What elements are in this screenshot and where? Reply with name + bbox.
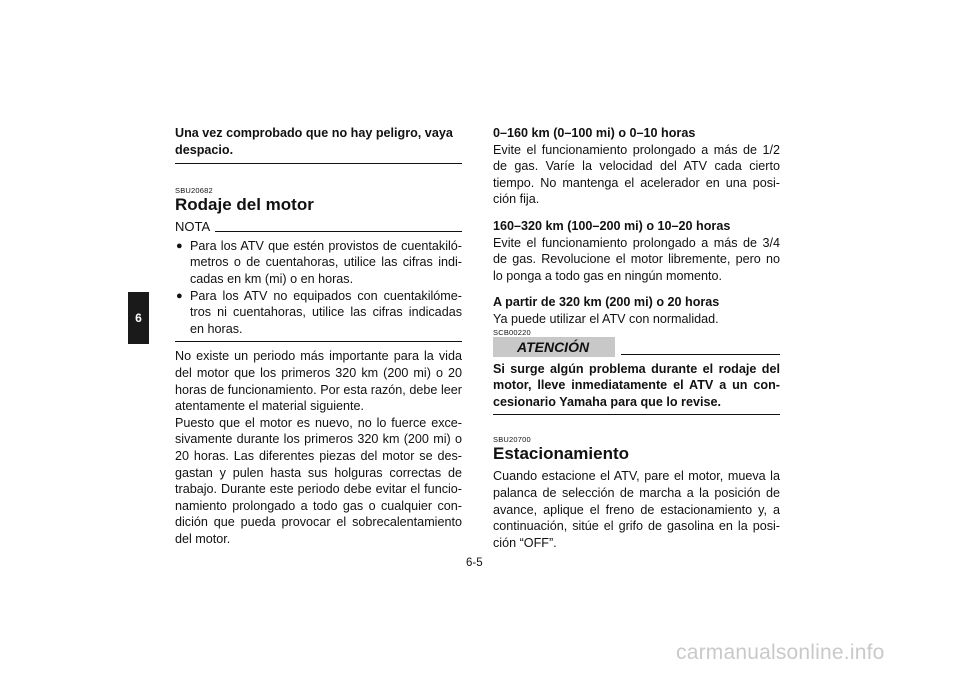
nota-list: [175, 238, 462, 338]
nota-header: [175, 219, 462, 236]
intro-warning: Una vez comprobado que no hay peligro, vaya despacio.: [175, 125, 462, 164]
list-item: [175, 288, 462, 338]
section-code: SBU20700: [493, 435, 531, 445]
watermark: carmanualsonline.info: [676, 641, 885, 664]
section-code: SBU20682: [175, 186, 213, 196]
nota-label: NOTA: [175, 219, 211, 235]
nota-item-text: Para los ATV que estén provistos de cuentakiló-metros o de cuentahoras, utilice las cifras indi-cadas en km (mi) o en horas.: [190, 238, 462, 286]
bullet-icon: ●: [176, 239, 183, 252]
stage-title: 160–320 km (100–200 mi) o 10–20 horas: [493, 218, 731, 233]
stage-title: 0–160 km (0–100 mi) o 0–10 horas: [493, 126, 696, 140]
stage-text: Evite el funcionamiento prolongado a más de 3/4 de gas. Revolucione el motor libremente, pero no lo ponga a todo gas en ningún momento.: [493, 235, 780, 283]
nota-item-text: Para los ATV no equipados con cuentakilóme-tros ni cuentahoras, utilice las cifras indicadas en horas.: [190, 288, 462, 336]
stage-text: Evite el funcionamiento prolongado a más de 1/2 de gas. Varíe la velocidad del ATV cada cierto tiempo. No mantenga el acelerador en una posi-ción fija.: [493, 142, 780, 207]
atencion-rule: [621, 354, 780, 355]
bullet-icon: ●: [176, 289, 183, 302]
chapter-tab: 6: [128, 292, 149, 344]
section-title: Rodaje del motor: [175, 195, 314, 215]
paragraph: Puesto que el motor es nuevo, no lo fuerce exce-sivamente durante los primeros 320 km (200 mi) o 20 horas. Las diferentes piezas del motor se des-gastan y pulen hasta sus holguras correctas de trabajo. Durante este periodo debe evitar el funcio-namiento prolongado a todo gas o cualquier con-dición que pueda provocar el sobrecalentamiento del motor.: [175, 415, 462, 546]
page-number: 6-5: [466, 557, 483, 569]
nota-rule: [215, 231, 462, 232]
list-item: [175, 238, 462, 288]
right-column: [493, 125, 780, 551]
atencion-header: [493, 337, 780, 357]
nota-end-rule: [175, 341, 462, 342]
stage-text: Ya puede utilizar el ATV con normalidad.: [493, 311, 719, 326]
left-column: [175, 125, 462, 547]
atencion-text: Si surge algún problema durante el rodaje del motor, lleve inmediatamente el ATV a un con-cesionario Yamaha para que lo revise.: [493, 361, 780, 416]
paragraph: No existe un periodo más importante para la vida del motor que los primeros 320 km (200 mi) o 20 horas de funcionamiento. Por esta razón, debe leer atentamente el material siguiente.: [175, 349, 462, 414]
stage-title: A partir de 320 km (200 mi) o 20 horas: [493, 295, 720, 310]
atencion-code: SCB00220: [493, 327, 531, 337]
parking-text: Cuando estacione el ATV, pare el motor, mueva la palanca de selección de marcha a la posición de avance, aplique el freno de estacionamiento y, a continuación, sitúe el grifo de gasolina en la posi-ción “OFF”.: [493, 469, 780, 550]
section-title: Estacionamiento: [493, 444, 630, 464]
atencion-badge: ATENCIÓN: [493, 337, 615, 357]
